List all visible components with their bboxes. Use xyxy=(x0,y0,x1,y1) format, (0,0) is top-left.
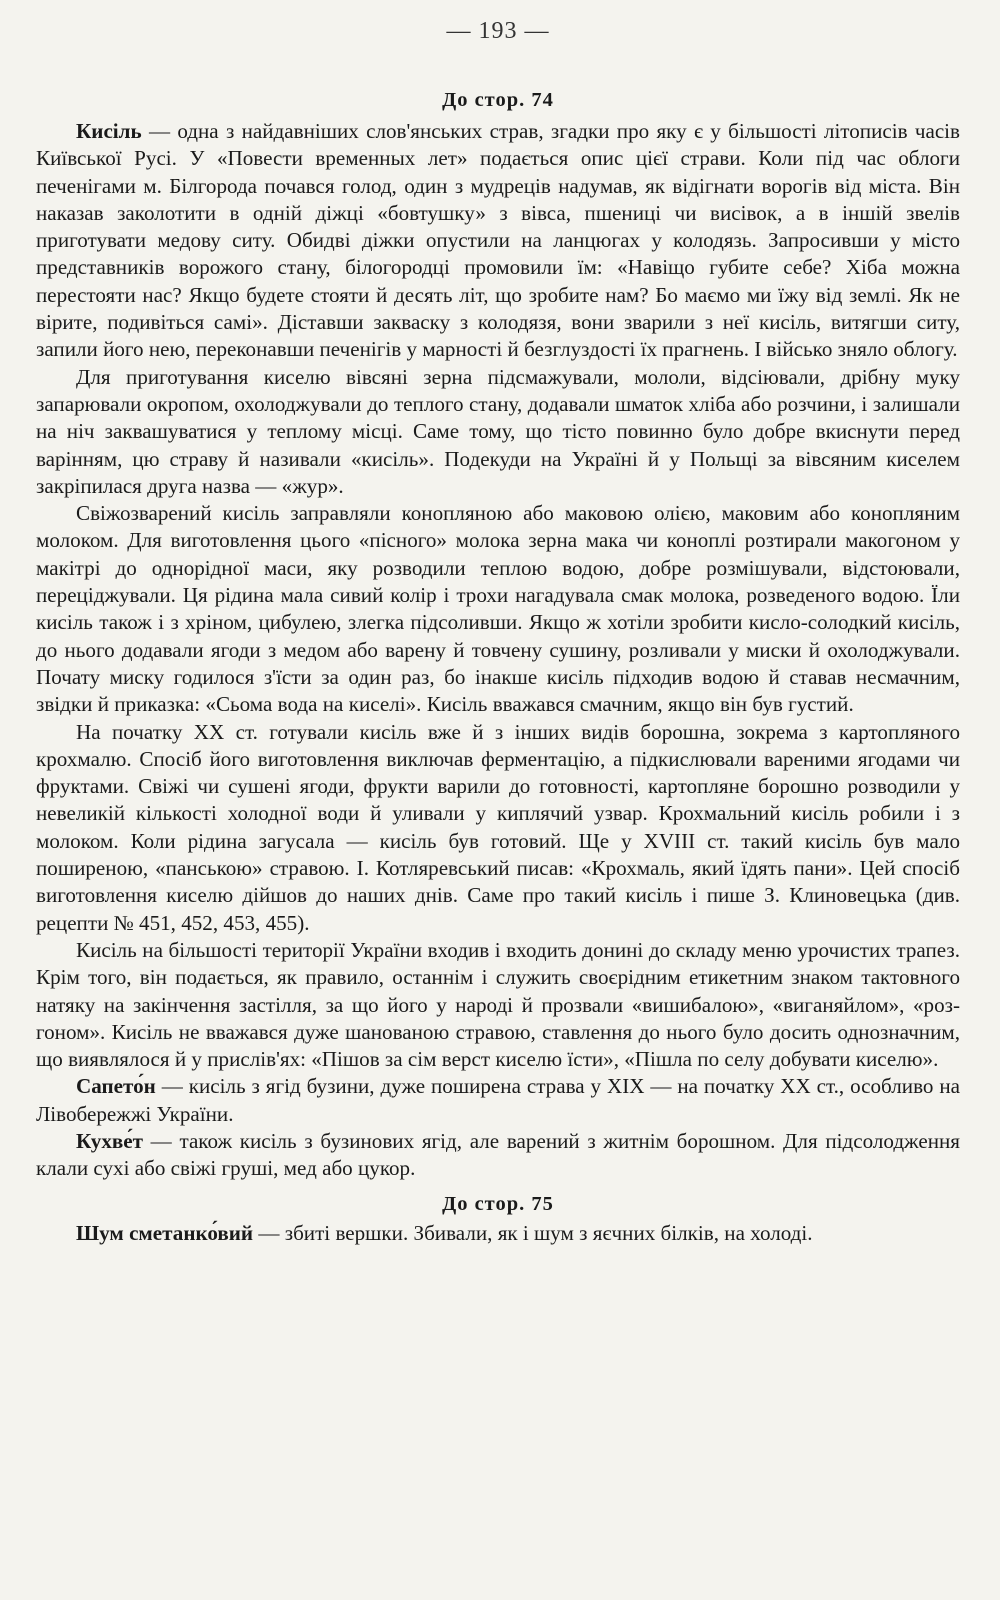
section-1 xyxy=(36,89,960,1183)
paragraph-starch xyxy=(36,719,960,937)
paragraph-text: Свіжозварений кисіль заправляли конопляною або маковою олією, маковим або конопляним молоком. Для виготовлення цього «пісного» молока зерна мака чи коноплі розтирали макогоном у макітрі до однорідної маси, яку розводили теплою водою, добре розмішували, відстоювали, переціджували. Ця рідина мала сивий колір і трохи нагадувала смак молока, розведеного водою. Їли кисіль також і з хріном, цибулею, злегка підсоливши. Якщо ж хотіли зробити кисло-солодкий кисіль, до нього додавали ягоди з медом або варену й товчену сушину, розливали у миски й охолоджували. Почату миску годилося з'їсти за один раз, бо інакше кисіль підходив водою й ставав несмачним, звідки й приказка: «Сьома вода на киселі». Кисіль вважався смачним, якщо він був густий. xyxy=(36,501,960,717)
paragraph-text: Кисіль на більшості території України входив і входить донині до складу меню урочистих трапез. Крім того, він подається, як правило, останнім і служить своєрідним етикетним знаком тактовного натяку на закінчення застілля, за що його у народі й прозвали «вишибалою», «виганяйлом», «розгоном». Кисіль не вважався дуже шанованою стравою, ставлення до нього було досить однозначним, що виявлялося й у прислів'ях: «Пішов за сім верст киселю їсти», «Пішла по селу добувати киселю». xyxy=(36,937,960,1072)
paragraph-text: — збиті вершки. Збивали, як і шум з яєчних білків, на холоді. xyxy=(253,1220,813,1245)
page-number: — 193 — xyxy=(446,18,550,44)
paragraph-text: Для приготування киселю вівсяні зерна підсмажували, мололи, відсіювали, дрібну муку запарювали окропом, охолоджували до теплого стану, додавали шматок хліба або розчини, і залишали на ніч заквашуватися у теплому місці. Саме тому, що тісто повинно було добре вкиснути перед варінням, цю страву й називали «кисіль». Подекуди на Україні й у Польщі за вівсяним киселем закріпилася друга назва — «жур». xyxy=(36,364,960,498)
paragraph-serving xyxy=(36,500,960,718)
term-kukhvet: Кухве́т xyxy=(76,1128,143,1153)
section-heading: До стор. 74 xyxy=(442,89,554,111)
term-kysil: Кисіль xyxy=(76,119,142,143)
paragraph-text: — одна з найдавніших слов'янських страв, згадки про яку є у більшості літописів часів Київської Русі. У «Повести временных лет» подається опис цієї страви. Коли під час облоги печенігами м. Білгорода почався голод, один з мудреців надумав, як відігнати ворогів від міста. Він наказав заколотити в одній діжці «бовтушку» з вівса, пшениці чи висівок, а в іншій звелів приготувати медову ситу. Обидві діжки опустили на ланцюгах у колодязь. Запросивши у місто представників ворожого стану, білогородці промовили їм: «Навіщо губите себе? Хіба можна перестояти нас? Якщо будете стояти й десять літ, що зробите нам? Бо маємо ми їжу від землі. Як не вірите, подивіться самі». Діставши закваску з колодязя, вони зварили з неї кисіль, витягши ситу, запили його нею, переконавши печенігів у марності й безглуздості їх прагнень. І військо зняло облогу. xyxy=(36,119,960,362)
paragraph-kysil xyxy=(36,118,960,364)
paragraph-text: — кисіль з ягід бузини, дуже поширена страва у XIX — на початку XX ст., особливо на Лівобережжі України. xyxy=(36,1074,960,1126)
paragraph-feasts xyxy=(36,937,960,1073)
paragraph-shum xyxy=(36,1220,960,1247)
paragraph-preparation xyxy=(36,364,960,500)
term-sapeton: Сапето́н xyxy=(76,1074,156,1099)
paragraph-kukhvet xyxy=(36,1128,960,1183)
document-page xyxy=(36,14,960,1584)
paragraph-text: На початку XX ст. готували кисіль вже й з інших видів борошна, зокрема з картопляного крохмалю. Спосіб його виготовлення виключав ферментацію, а підкислювали вареними ягодами чи фруктами. Свіжі чи сушені ягоди, фрукти варили до готовності, картопляне борошно розводили у невеликій кількості холодної води й уливали у киплячий узвар. Крохмальний кисіль робили і з молоком. Коли рідина загусала — кисіль був готовий. Ще у XVIII ст. такий кисіль був мало поширеною, «панською» стравою. І. Котляревський писав: «Крохмаль, який їдять пани». Цей спосіб виготовлення киселю дійшов до наших днів. Саме про такий кисіль і пише З. Клиновецька (див. рецепти № 451, 452, 453, 455). xyxy=(36,719,960,935)
paragraph-text: — також кисіль з бузинових ягід, але варений з житнім борошном. Для підсолодження клали сухі або свіжі груші, мед або цукор. xyxy=(36,1128,960,1181)
section-2 xyxy=(36,1193,960,1247)
paragraph-sapeton xyxy=(36,1073,960,1128)
term-shum: Шум сметанко́вий xyxy=(76,1220,254,1245)
section-heading: До стор. 75 xyxy=(442,1192,554,1215)
